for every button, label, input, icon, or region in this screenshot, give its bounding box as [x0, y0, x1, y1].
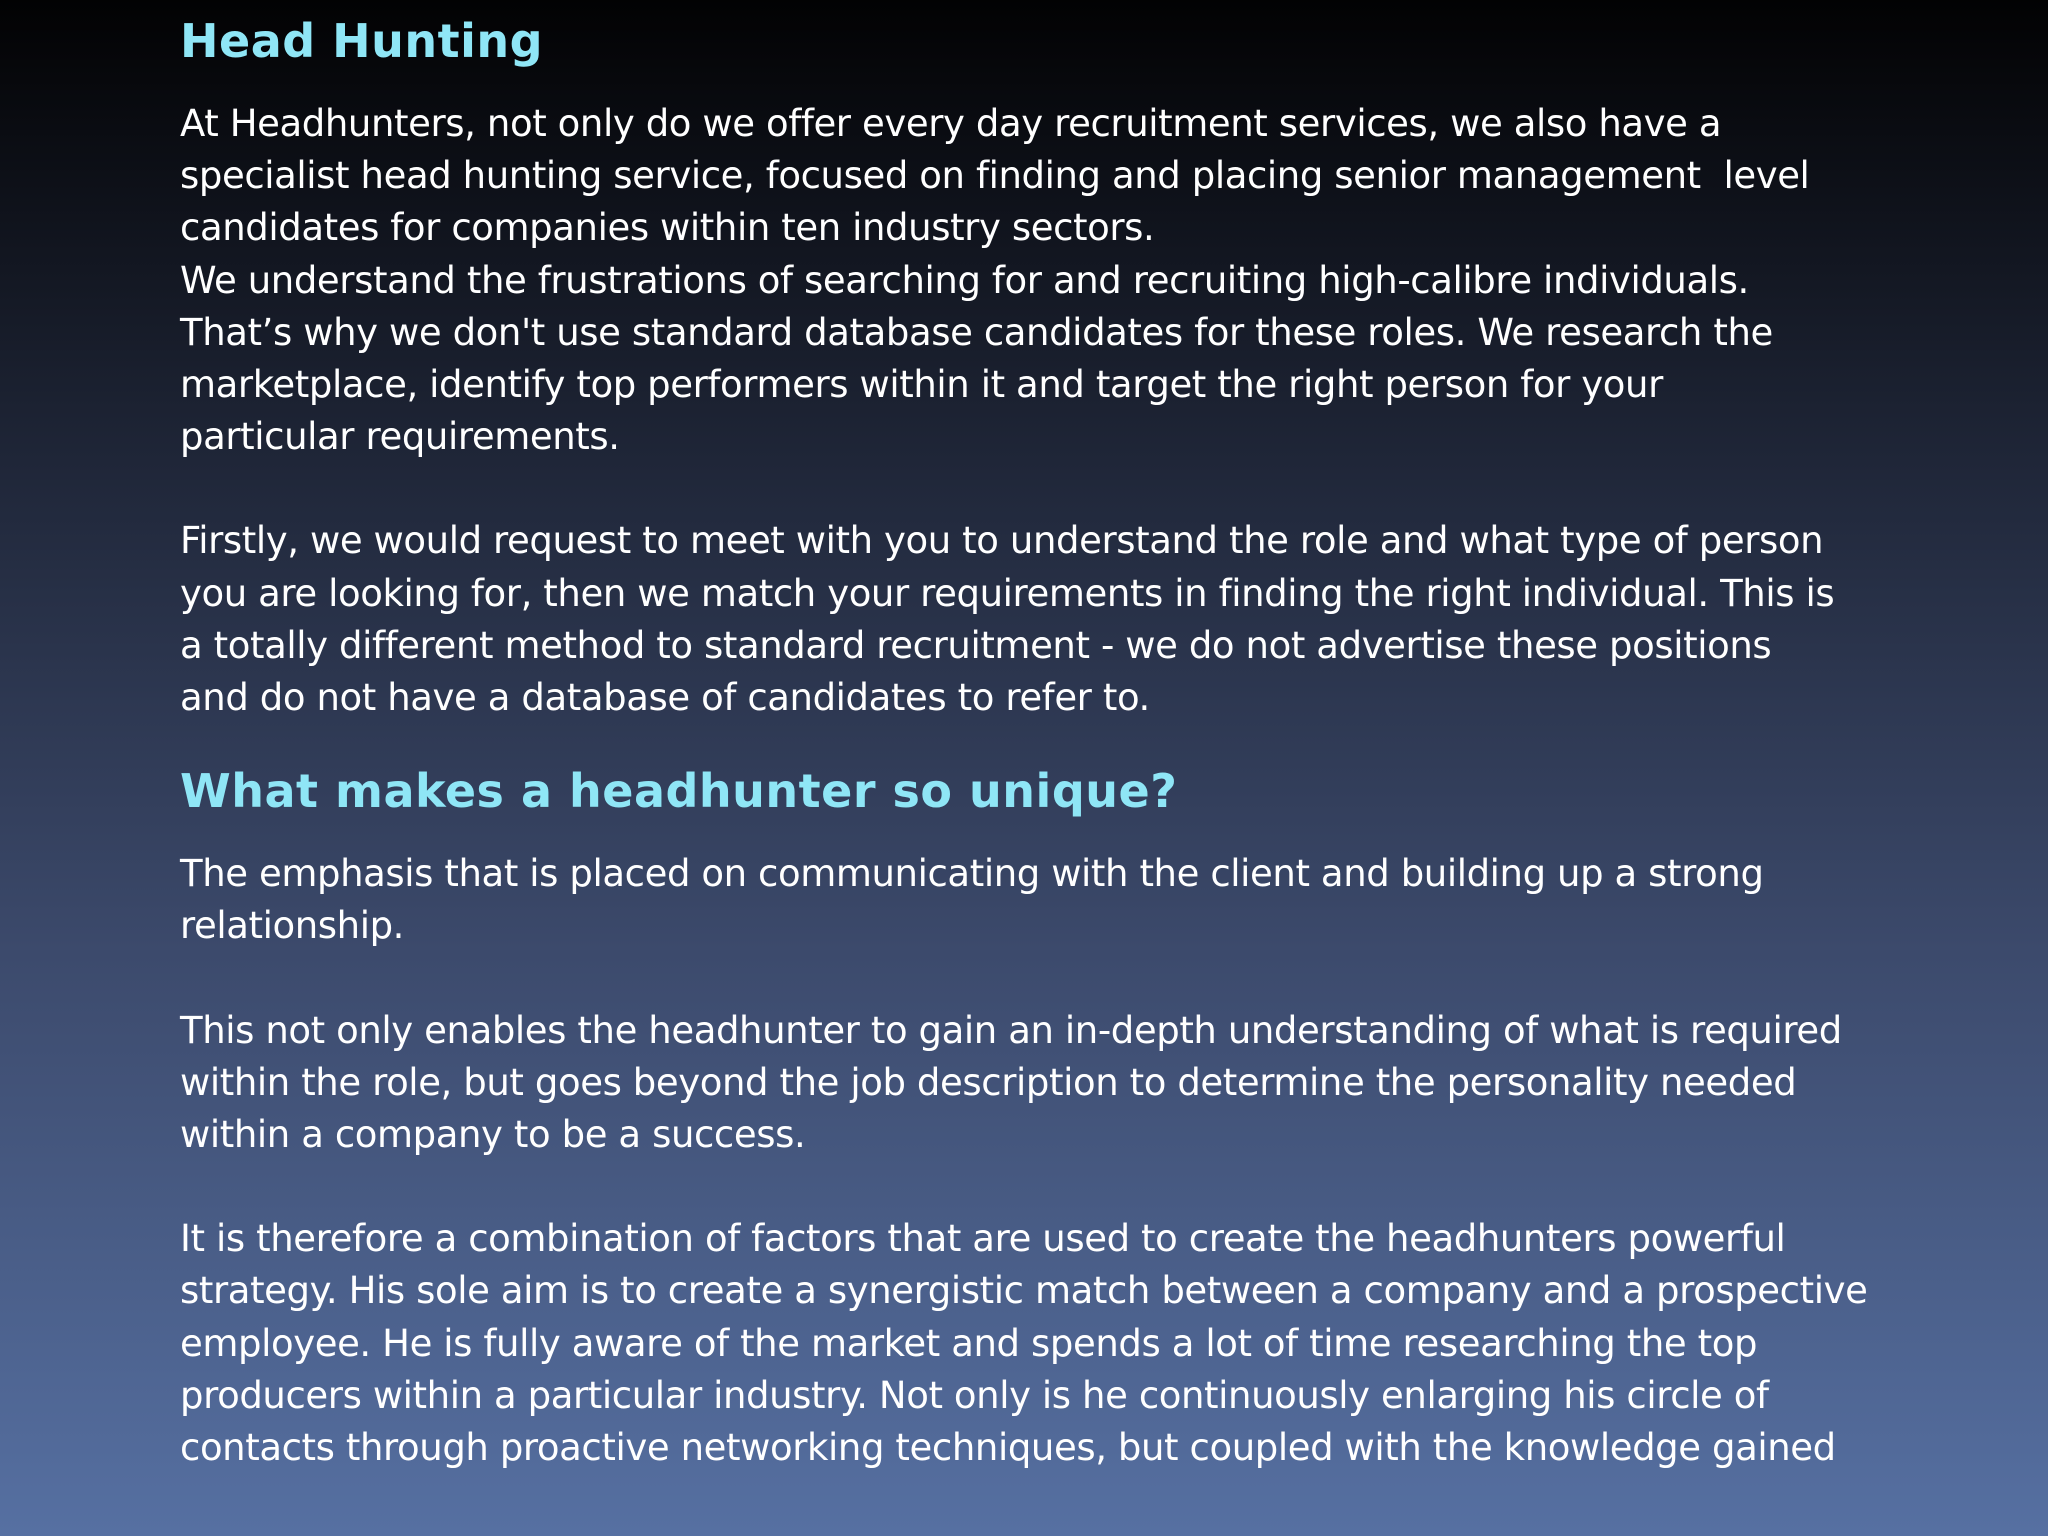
paragraph-intro: At Headhunters, not only do we offer every day recruitment services, we also have a specialist head hunting service, focused on finding and placing senior management level candidates for companies within ten industry sectors. We understand the frustrations of searching for and recruiting high-calibre individuals. That’s why we don't use standard database candidates for these roles. We research the marketplace, identify top performers within it and target the right person for your particular requirements.	[180, 102, 1810, 459]
paragraph-process: Firstly, we would request to meet with you to understand the role and what type of person you are looking for, then we match your requirements in finding the right individual. This is a totally different method to standard recruitment - we do not advertise these positions and do not have a database of candidates to refer to.	[180, 519, 1835, 720]
heading-what-makes-unique: What makes a headhunter so unique?	[180, 764, 1178, 819]
paragraph-strategy: It is therefore a combination of factors that are used to create the headhunters powerful strategy. His sole aim is to create a synergistic match between a company and a prospective employee. He is fully aware of the market and spends a lot of time researching the top producers within a particular industry. Not only is he continuously enlarging his circle of contacts through proactive networking techniques, but coupled with the knowledge gained	[180, 1217, 1868, 1470]
slide-content	[180, 6, 1900, 1474]
paragraph-understanding: This not only enables the headhunter to gain an in-depth understanding of what is required within the role, but goes beyond the job description to determine the personality needed within a company to be a success.	[180, 1008, 1842, 1157]
paragraph-emphasis: The emphasis that is placed on communicating with the client and building up a strong relationship.	[180, 852, 1764, 948]
heading-head-hunting: Head Hunting	[180, 14, 544, 68]
